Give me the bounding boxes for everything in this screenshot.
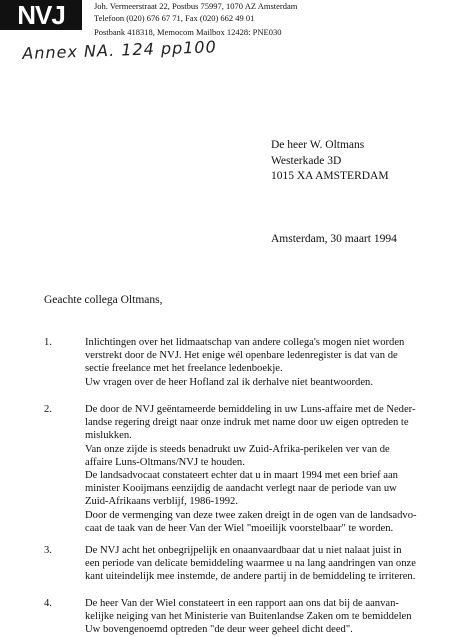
paragraph-text	[85, 336, 444, 389]
paragraph-number: 1.	[44, 337, 52, 348]
paragraph-line: Uw vragen over de heer Hofland zal ik derhalve niet beantwoorden.	[85, 376, 373, 388]
paragraph-line: sectie freelance met het freelance ledenboekje.	[85, 363, 283, 375]
letterhead-postbank: Postbank 418318, Memocom Mailbox 12428: PNE030	[94, 27, 282, 37]
paragraph-number: 4.	[44, 598, 52, 609]
salutation: Geachte collega Oltmans,	[44, 294, 163, 306]
paragraph-line: landse regering dreigt naar onze indruk met name door uw eigen optreden te	[85, 417, 409, 429]
paragraph-line: mislukken.	[85, 430, 132, 442]
letter-date: Amsterdam, 30 maart 1994	[271, 233, 397, 245]
recipient-name: De heer W. Oltmans	[271, 139, 365, 151]
paragraph-text	[85, 544, 444, 584]
recipient-street: Westerkade 3D	[271, 154, 342, 167]
nvj-logo: NVJ	[0, 0, 82, 30]
letterhead-phone: Telefoon (020) 676 67 71, Fax (020) 662 49 01	[94, 13, 255, 23]
paragraph-line: Uw bovengenoemd optreden "de deur weer geheel dicht deed".	[85, 624, 353, 636]
paragraph-line: affaire Luns-Oltmans/NVJ te houden.	[85, 456, 245, 468]
paragraph-line: verstrekt door de NVJ. Het enige wél openbare ledenregister is dat van de	[85, 350, 398, 362]
paragraph-line: De NVJ acht het onbegrijpelijk en onaanvaardbaar dat u niet nalaat juist in	[85, 545, 402, 556]
paragraph-text	[85, 597, 444, 637]
paragraph-line: kant uiteindelijk mee instemde, de andere partij in de bemiddeling te irriteren.	[85, 571, 416, 583]
paragraph-line: Van onze zijde is steeds benadrukt uw Zuid-Afrika-perikelen ver van de	[85, 443, 390, 455]
paragraph-number: 3.	[44, 545, 52, 556]
paragraph-number: 2.	[44, 404, 52, 415]
paragraph-line: De heer Van der Wiel constateert in een rapport aan ons dat bij de aanvan-	[85, 598, 399, 609]
paragraph-line: kelijke neiging van het Ministerie van Buitenlandse Zaken om te bemiddelen	[85, 611, 412, 623]
paragraph-line: De door de NVJ geëntameerde bemiddeling in uw Luns-affaire met de Neder-	[85, 404, 416, 415]
paragraph-text	[85, 403, 444, 535]
paragraph-line: De landsadvocaat constateert echter dat u in maart 1994 met een brief aan	[85, 470, 398, 482]
paragraph-line: caat de taak van de heer Van der Wiel "moeilijk voorstelbaar" te worden.	[85, 522, 394, 534]
recipient-city: 1015 XA AMSTERDAM	[271, 170, 389, 182]
paragraph-line: een periode van delicate bemiddeling waarmee u na lang aandringen van onze	[85, 558, 416, 570]
handwritten-annotation: Annex NA. 124 pp100	[22, 37, 218, 63]
recipient-address	[271, 138, 389, 185]
paragraph-line: minister Kooijmans eenzijdig de aandacht verlegt naar de periode van uw	[85, 483, 397, 495]
paragraph-line: Zuid-Afrikaans verblijf, 1986-1992.	[85, 496, 238, 508]
paragraph-line: Inlichtingen over het lidmaatschap van andere collega's mogen niet worden	[85, 337, 405, 348]
paragraph-line: Door de vermenging van deze twee zaken dreigt in de ogen van de landsadvo-	[85, 509, 417, 521]
letterhead-address: Joh. Vermeerstraat 22, Postbus 75997, 1070 AZ Amsterdam	[94, 1, 298, 11]
